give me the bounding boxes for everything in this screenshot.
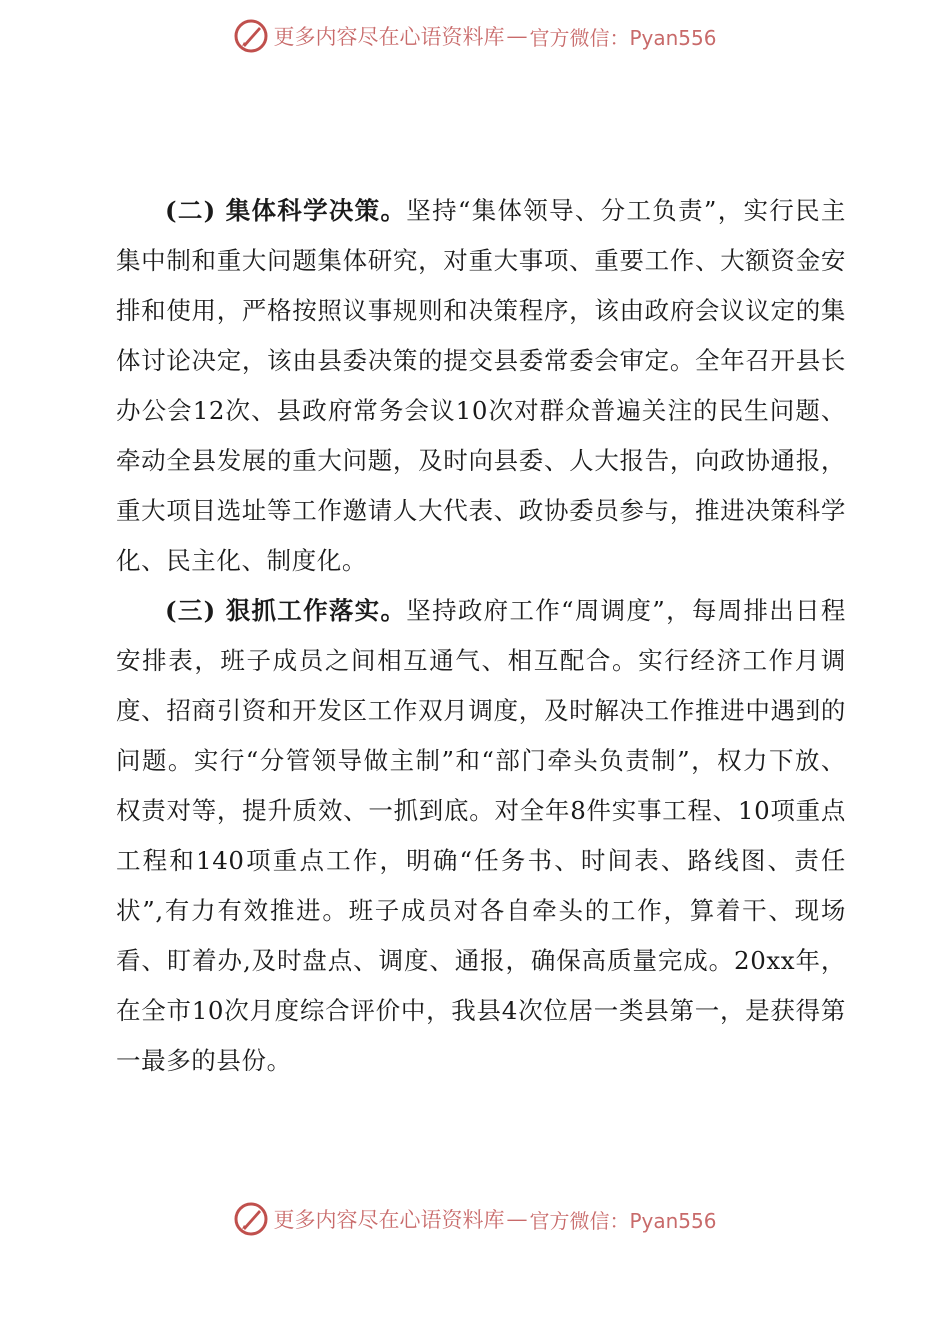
document-body bbox=[116, 186, 846, 1086]
paragraph-collective-decision bbox=[116, 186, 846, 586]
pen-logo-icon bbox=[233, 1201, 269, 1237]
pen-logo-icon bbox=[233, 18, 269, 54]
paragraph-heading: (三) 狠抓工作落实。 bbox=[165, 596, 407, 625]
watermark-dash: — bbox=[506, 1207, 528, 1231]
watermark-wechat: 官方微信：Pyan556 bbox=[529, 1208, 717, 1233]
header-watermark bbox=[0, 16, 950, 56]
paragraph-heading: (二) 集体科学决策。 bbox=[165, 196, 407, 225]
paragraph-text: 坚持“集体领导、分工负责”，实行民主集中制和重大问题集体研究，对重大事项、重要工作、大额资金安排和使用，严格按照议事规则和决策程序，该由政府会议议定的集体讨论决定，该由县委决策的提交县委常委会审定。全年召开县长办公会12次、县政府常务会议10次对群众普遍关注的民生问题、牵动全县发展的重大问题，及时向县委、人大报告，向政协通报，重大项目选址等工作邀请人大代表、政协委员参与，推进决策科学化、民主化、制度化。 bbox=[116, 196, 846, 575]
watermark-site: 更多内容尽在心语资料库 bbox=[273, 1208, 505, 1232]
watermark-site: 更多内容尽在心语资料库 bbox=[273, 25, 505, 49]
paragraph-work-implementation bbox=[116, 586, 846, 1086]
footer-watermark bbox=[0, 1199, 950, 1239]
watermark-dash: — bbox=[506, 24, 528, 48]
paragraph-text: 坚持政府工作“周调度”，每周排出日程安排表，班子成员之间相互通气、相互配合。实行经济工作月调度、招商引资和开发区工作双月调度，及时解决工作推进中遇到的问题。实行“分管领导做主制”和“部门牵头负责制”，权力下放、权责对等，提升质效、一抓到底。对全年8件实事工程、10项重点工程和140项重点工作，明确“任务书、时间表、路线图、责任状”,有力有效推进。班子成员对各自牵头的工作，算着干、现场看、盯着办,及时盘点、调度、通报，确保高质量完成。20xx年，在全市10次月度综合评价中，我县4次位居一类县第一，是获得第一最多的县份。 bbox=[116, 596, 846, 1075]
watermark-wechat: 官方微信：Pyan556 bbox=[529, 25, 717, 50]
